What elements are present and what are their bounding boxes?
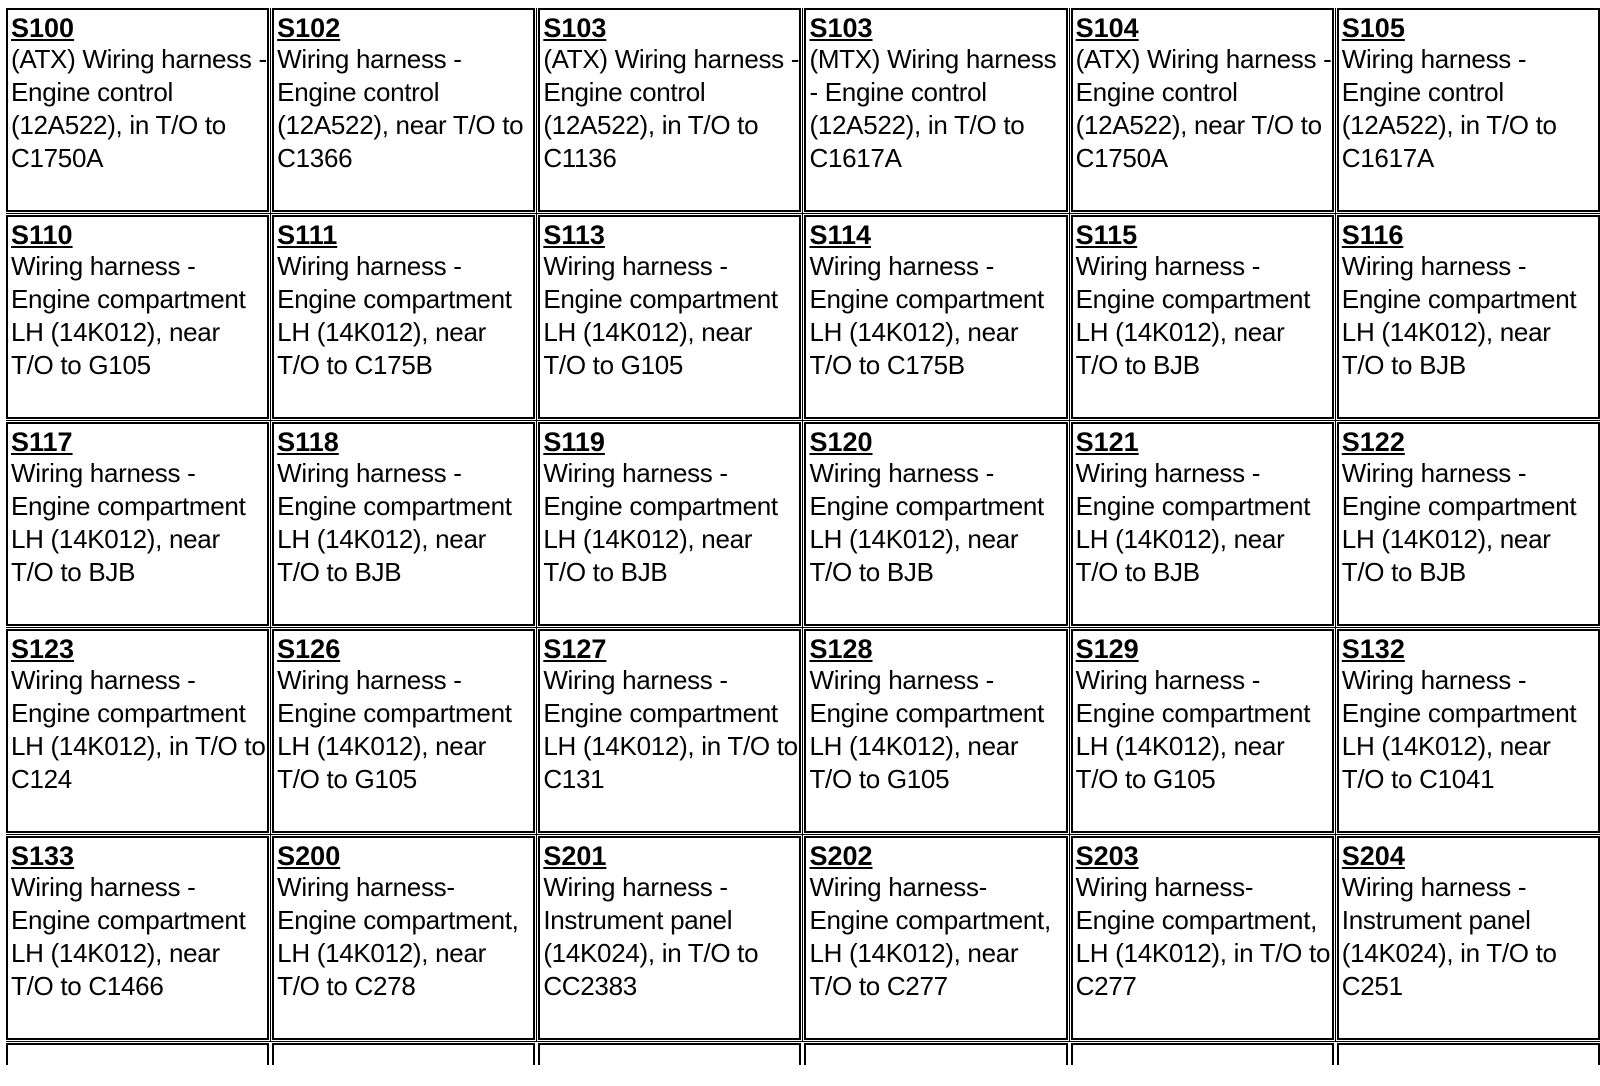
table-row bbox=[6, 629, 1600, 833]
splice-location-text: Wiring harness - Engine compartment LH (14K012), in T/O to C124 bbox=[11, 665, 266, 794]
splice-id-link[interactable]: S201 bbox=[543, 841, 607, 871]
splice-cell bbox=[1071, 215, 1334, 419]
splice-cell bbox=[804, 8, 1067, 212]
splice-location-text: Wiring harness - Engine compartment LH (14K012), near T/O to C1041 bbox=[1341, 665, 1577, 794]
table-row bbox=[6, 422, 1600, 626]
splice-location-text: Wiring harness - Engine compartment LH (14K012), near T/O to C175B bbox=[809, 251, 1044, 380]
splice-id-link[interactable]: S121 bbox=[1075, 427, 1139, 457]
splice-cell bbox=[804, 422, 1067, 626]
splice-cell bbox=[272, 422, 535, 626]
splice-location-text: Wiring harness- Engine compartment, LH (14K012), near T/O to C278 bbox=[277, 872, 519, 1001]
splice-cell bbox=[538, 215, 801, 419]
splice-id-link[interactable]: S119 bbox=[543, 427, 605, 457]
splice-location-text: Wiring harness - Engine compartment LH (14K012), near T/O to BJB bbox=[277, 458, 512, 587]
splice-id-link[interactable]: S129 bbox=[1075, 634, 1139, 664]
splice-id-link[interactable]: S122 bbox=[1341, 427, 1405, 457]
splice-location-text: (ATX) Wiring harness - Engine control (12A522), in T/O to C1750A bbox=[11, 44, 267, 173]
table-cell-partial bbox=[6, 1043, 269, 1065]
splice-cell bbox=[272, 629, 535, 833]
splice-id-link[interactable]: S203 bbox=[1075, 841, 1139, 871]
splice-location-text: Wiring harness- Engine compartment, LH (14K012), near T/O to C277 bbox=[809, 872, 1051, 1001]
splice-table-body bbox=[6, 8, 1600, 1065]
splice-cell bbox=[538, 836, 801, 1040]
splice-id-link[interactable]: S115 bbox=[1075, 220, 1138, 250]
splice-id-link[interactable]: S114 bbox=[809, 220, 872, 250]
table-cell-partial bbox=[538, 1043, 801, 1065]
splice-cell bbox=[1337, 215, 1600, 419]
splice-cell bbox=[1337, 422, 1600, 626]
splice-cell bbox=[1071, 8, 1334, 212]
splice-location-text: Wiring harness - Engine compartment LH (14K012), near T/O to BJB bbox=[1341, 251, 1577, 380]
splice-table bbox=[6, 8, 1600, 1068]
splice-location-text: Wiring harness - Engine compartment LH (14K012), near T/O to C1466 bbox=[11, 872, 246, 1001]
splice-id-link[interactable]: S126 bbox=[277, 634, 341, 664]
splice-cell bbox=[1071, 629, 1334, 833]
splice-cell bbox=[1337, 836, 1600, 1040]
splice-id-link[interactable]: S111 bbox=[277, 220, 338, 250]
splice-id-link[interactable]: S110 bbox=[11, 220, 73, 250]
splice-id-link[interactable]: S116 bbox=[1341, 220, 1404, 250]
table-row bbox=[6, 836, 1600, 1040]
splice-cell bbox=[6, 422, 269, 626]
splice-id-link[interactable]: S132 bbox=[1341, 634, 1405, 664]
splice-cell bbox=[272, 836, 535, 1040]
splice-cell bbox=[538, 422, 801, 626]
table-cell-partial bbox=[272, 1043, 535, 1065]
splice-id-link[interactable]: S102 bbox=[277, 13, 341, 43]
splice-location-text: Wiring harness- Engine compartment, LH (14K012), in T/O to C277 bbox=[1075, 872, 1331, 1001]
splice-cell bbox=[6, 836, 269, 1040]
table-cell-partial bbox=[804, 1043, 1067, 1065]
splice-location-text: Wiring harness - Engine compartment LH (14K012), near T/O to BJB bbox=[1075, 458, 1311, 587]
splice-id-link[interactable]: S202 bbox=[809, 841, 873, 871]
splice-id-link[interactable]: S128 bbox=[809, 634, 873, 664]
splice-id-link[interactable]: S123 bbox=[11, 634, 75, 664]
table-row bbox=[6, 8, 1600, 212]
splice-id-link[interactable]: S133 bbox=[11, 841, 75, 871]
splice-id-link[interactable]: S127 bbox=[543, 634, 607, 664]
splice-location-text: Wiring harness - Engine compartment LH (14K012), near T/O to G105 bbox=[543, 251, 778, 380]
splice-location-text: Wiring harness - Engine compartment LH (14K012), near T/O to BJB bbox=[1341, 458, 1577, 587]
splice-cell bbox=[804, 215, 1067, 419]
table-cell-partial bbox=[1071, 1043, 1334, 1065]
splice-location-text: Wiring harness - Engine control (12A522), near T/O to C1366 bbox=[277, 44, 524, 173]
splice-location-text: Wiring harness - Engine compartment LH (14K012), near T/O to BJB bbox=[11, 458, 246, 587]
splice-location-text: Wiring harness - Engine compartment LH (14K012), near T/O to G105 bbox=[809, 665, 1044, 794]
table-row-partial bbox=[6, 1043, 1600, 1065]
splice-location-text: (ATX) Wiring harness - Engine control (12A522), near T/O to C1750A bbox=[1075, 44, 1332, 173]
splice-id-link[interactable]: S105 bbox=[1341, 13, 1405, 43]
splice-id-link[interactable]: S104 bbox=[1075, 13, 1139, 43]
splice-id-link[interactable]: S100 bbox=[11, 13, 75, 43]
splice-cell bbox=[1071, 836, 1334, 1040]
table-cell-partial bbox=[1337, 1043, 1600, 1065]
splice-cell bbox=[272, 8, 535, 212]
splice-cell bbox=[1337, 629, 1600, 833]
splice-cell bbox=[6, 215, 269, 419]
splice-id-link[interactable]: S204 bbox=[1341, 841, 1405, 871]
splice-cell bbox=[1337, 8, 1600, 212]
table-row bbox=[6, 215, 1600, 419]
splice-cell bbox=[538, 8, 801, 212]
splice-location-text: Wiring harness - Engine control (12A522), in T/O to C1617A bbox=[1341, 44, 1557, 173]
splice-cell bbox=[6, 629, 269, 833]
splice-location-text: Wiring harness - Engine compartment LH (14K012), near T/O to BJB bbox=[809, 458, 1044, 587]
splice-location-text: Wiring harness - Instrument panel (14K024), in T/O to CC2383 bbox=[543, 872, 759, 1001]
splice-id-link[interactable]: S120 bbox=[809, 427, 873, 457]
splice-location-text: Wiring harness - Engine compartment LH (14K012), near T/O to BJB bbox=[543, 458, 778, 587]
splice-id-link[interactable]: S118 bbox=[277, 427, 339, 457]
splice-cell bbox=[1071, 422, 1334, 626]
splice-id-link[interactable]: S103 bbox=[809, 13, 873, 43]
splice-location-text: Wiring harness - Engine compartment LH (14K012), in T/O to C131 bbox=[543, 665, 798, 794]
splice-cell bbox=[538, 629, 801, 833]
splice-id-link[interactable]: S103 bbox=[543, 13, 607, 43]
splice-cell bbox=[804, 629, 1067, 833]
splice-location-text: (ATX) Wiring harness - Engine control (12A522), in T/O to C1136 bbox=[543, 44, 800, 173]
splice-location-text: Wiring harness - Engine compartment LH (14K012), near T/O to G105 bbox=[11, 251, 246, 380]
splice-location-text: (MTX) Wiring harness - Engine control (12A522), in T/O to C1617A bbox=[809, 44, 1057, 173]
splice-locator-page bbox=[6, 8, 1600, 1086]
splice-cell bbox=[804, 836, 1067, 1040]
splice-id-link[interactable]: S200 bbox=[277, 841, 341, 871]
splice-id-link[interactable]: S117 bbox=[11, 427, 73, 457]
splice-location-text: Wiring harness - Engine compartment LH (14K012), near T/O to BJB bbox=[1075, 251, 1311, 380]
splice-location-text: Wiring harness - Engine compartment LH (14K012), near T/O to G105 bbox=[277, 665, 512, 794]
splice-cell bbox=[272, 215, 535, 419]
splice-location-text: Wiring harness - Engine compartment LH (14K012), near T/O to G105 bbox=[1075, 665, 1311, 794]
splice-location-text: Wiring harness - Engine compartment LH (14K012), near T/O to C175B bbox=[277, 251, 512, 380]
splice-location-text: Wiring harness - Instrument panel (14K024), in T/O to C251 bbox=[1341, 872, 1557, 1001]
splice-cell bbox=[6, 8, 269, 212]
splice-id-link[interactable]: S113 bbox=[543, 220, 605, 250]
